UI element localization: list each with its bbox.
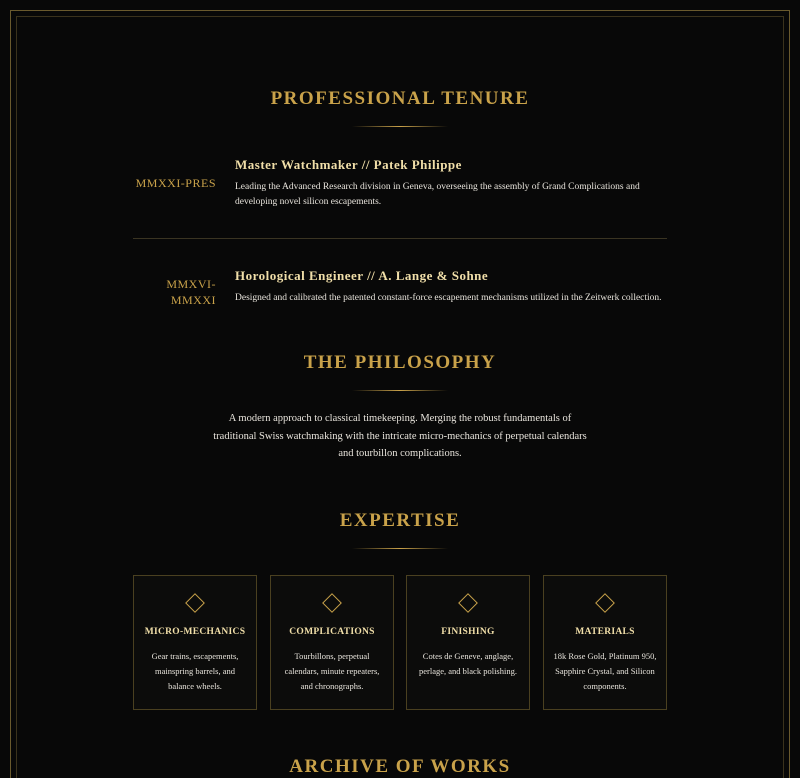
card-title: FINISHING	[441, 627, 495, 637]
diamond-icon	[595, 593, 615, 613]
archive-section-title: ARCHIVE OF WORKS	[289, 756, 511, 777]
job-description: Designed and calibrated the patented constant-force escapement mechanisms utilized in the Zeitwerk collection.	[235, 293, 662, 303]
diamond-icon	[458, 593, 478, 613]
card-title: COMPLICATIONS	[289, 627, 375, 637]
job-entry-patek	[133, 157, 667, 227]
inner-frame	[16, 16, 784, 778]
job-role: Horological Engineer // A. Lange & Sohne	[235, 268, 489, 283]
job-date: MMXXI-PRES	[135, 176, 216, 190]
job-divider	[133, 238, 667, 239]
card-description: Cotes de Geneve, anglage, perlage, and black polishing.	[419, 651, 517, 676]
card-title: MICRO-MECHANICS	[144, 627, 246, 637]
tenure-section-title: PROFESSIONAL TENURE	[270, 88, 530, 109]
tenure-title-rule	[352, 126, 448, 127]
philosophy-text: A modern approach to classical timekeeping. Merging the robust fundamentals of traditional Swiss watchmaking with the intricate micro-mechanics of perpetual calendars and tourbillon complications.	[213, 413, 587, 459]
expertise-card-micro-mechanics	[133, 575, 257, 710]
diamond-icon	[185, 593, 205, 613]
job-role: Master Watchmaker // Patek Philippe	[235, 157, 462, 172]
diamond-icon	[322, 593, 342, 613]
card-description: 18k Rose Gold, Platinum 950, Sapphire Crystal, and Silicon components.	[553, 651, 657, 691]
card-description: Tourbillons, perpetual calendars, minute repeaters, and chronographs.	[284, 651, 380, 691]
expertise-card-complications	[270, 575, 394, 710]
philosophy-section-title: THE PHILOSOPHY	[303, 352, 497, 373]
expertise-card-materials	[543, 575, 667, 710]
job-description: Leading the Advanced Research division in Geneva, overseeing the assembly of Grand Complications and developing novel silicon escapements.	[235, 182, 640, 207]
card-title: MATERIALS	[575, 627, 635, 637]
expertise-card-finishing	[406, 575, 530, 710]
card-description: Gear trains, escapements, mainspring barrels, and balance wheels.	[151, 651, 239, 691]
expertise-section-title: EXPERTISE	[339, 510, 461, 531]
philosophy-title-rule	[352, 390, 448, 391]
job-entry-lange	[133, 268, 667, 338]
expertise-title-rule	[352, 548, 448, 549]
job-date: MMXVI-MMXXI	[166, 277, 216, 307]
